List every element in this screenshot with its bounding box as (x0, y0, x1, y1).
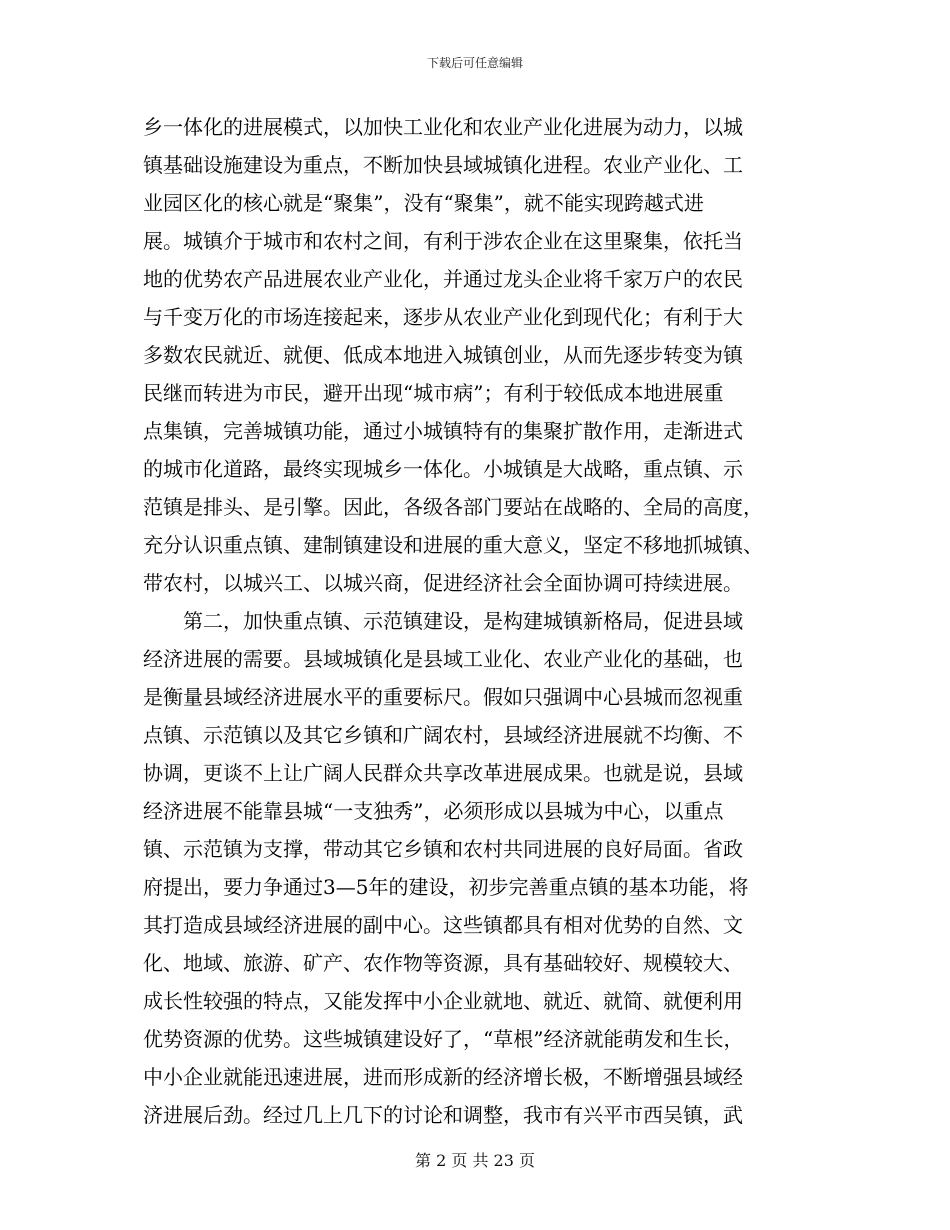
text-line: 其打造成县域经济进展的副中心。这些镇都具有相对优势的自然、文 (143, 913, 743, 937)
text-line: 展。城镇介于城市和农村之间，有利于涉农企业在这里聚集，依托当 (143, 229, 743, 253)
text-line: 经济进展不能靠县城“一支独秀”，必须形成以县城为中心，以重点 (143, 799, 724, 823)
text-line: 经济进展的需要。县域城镇化是县域工业化、农业产业化的基础，也 (143, 647, 743, 671)
text-line: 是衡量县域经济进展水平的重要标尺。假如只强调中心县城而忽视重 (143, 685, 743, 709)
text-line: 的城市化道路，最终实现城乡一体化。小城镇是大战略，重点镇、示 (143, 457, 743, 481)
document-body (143, 108, 805, 1134)
paragraph-start-line: 第二，加快重点镇、示范镇建设，是构建城镇新格局，促进县域 (183, 609, 743, 633)
text-line: 带农村，以城兴工、以城兴商，促进经济社会全面协调可持续进展。 (143, 571, 743, 595)
text-line: 乡一体化的进展模式，以加快工业化和农业产业化进展为动力，以城 (143, 115, 743, 139)
text-line: 镇基础设施建设为重点，不断加快县域城镇化进程。农业产业化、工 (143, 153, 743, 177)
text-line: 府提出，要力争通过3—5年的建设，初步完善重点镇的基本功能，将 (143, 875, 749, 899)
text-line: 与千变万化的市场连接起来，逐步从农业产业化到现代化；有利于大 (143, 305, 743, 329)
text-line: 优势资源的优势。这些城镇建设好了，“草根”经济就能萌发和生长， (143, 1027, 744, 1051)
text-line: 镇、示范镇为支撑，带动其它乡镇和农村共同进展的良好局面。省政 (143, 837, 743, 861)
text-line: 化、地域、旅游、矿产、农作物等资源，具有基础较好、规模较大、 (143, 951, 743, 975)
text-line: 成长性较强的特点，又能发挥中小企业就地、就近、就简、就便利用 (143, 989, 743, 1013)
text-line: 范镇是排头、是引擎。因此，各级各部门要站在战略的、全局的高度， (143, 495, 763, 519)
text-line: 民继而转进为市民，避开出现“城市病”；有利于较低成本地进展重 (143, 381, 724, 405)
text-line: 济进展后劲。经过几上几下的讨论和调整，我市有兴平市西吴镇，武 (143, 1103, 743, 1127)
text-line: 中小企业就能迅速进展，进而形成新的经济增长极，不断增强县域经 (143, 1065, 743, 1089)
text-line: 点集镇，完善城镇功能，通过小城镇特有的集聚扩散作用，走渐进式 (143, 419, 743, 443)
text-line: 多数农民就近、就便、低成本地进入城镇创业，从而先逐步转变为镇 (143, 343, 743, 367)
text-line: 业园区化的核心就是“聚集”，没有“聚集”，就不能实现跨越式进 (143, 191, 704, 215)
page-header-note: 下载后可任意编辑 (426, 56, 523, 70)
text-line: 点镇、示范镇以及其它乡镇和广阔农村，县域经济进展就不均衡、不 (143, 723, 743, 747)
text-line: 协调，更谈不上让广阔人民群众共享改革进展成果。也就是说，县域 (143, 761, 743, 785)
page-number-footer: 第 2 页 共 23 页 (415, 1151, 535, 1170)
text-line: 地的优势农产品进展农业产业化，并通过龙头企业将千家万户的农民 (143, 267, 743, 291)
text-line: 充分认识重点镇、建制镇建设和进展的重大意义，坚定不移地抓城镇、 (143, 533, 763, 557)
